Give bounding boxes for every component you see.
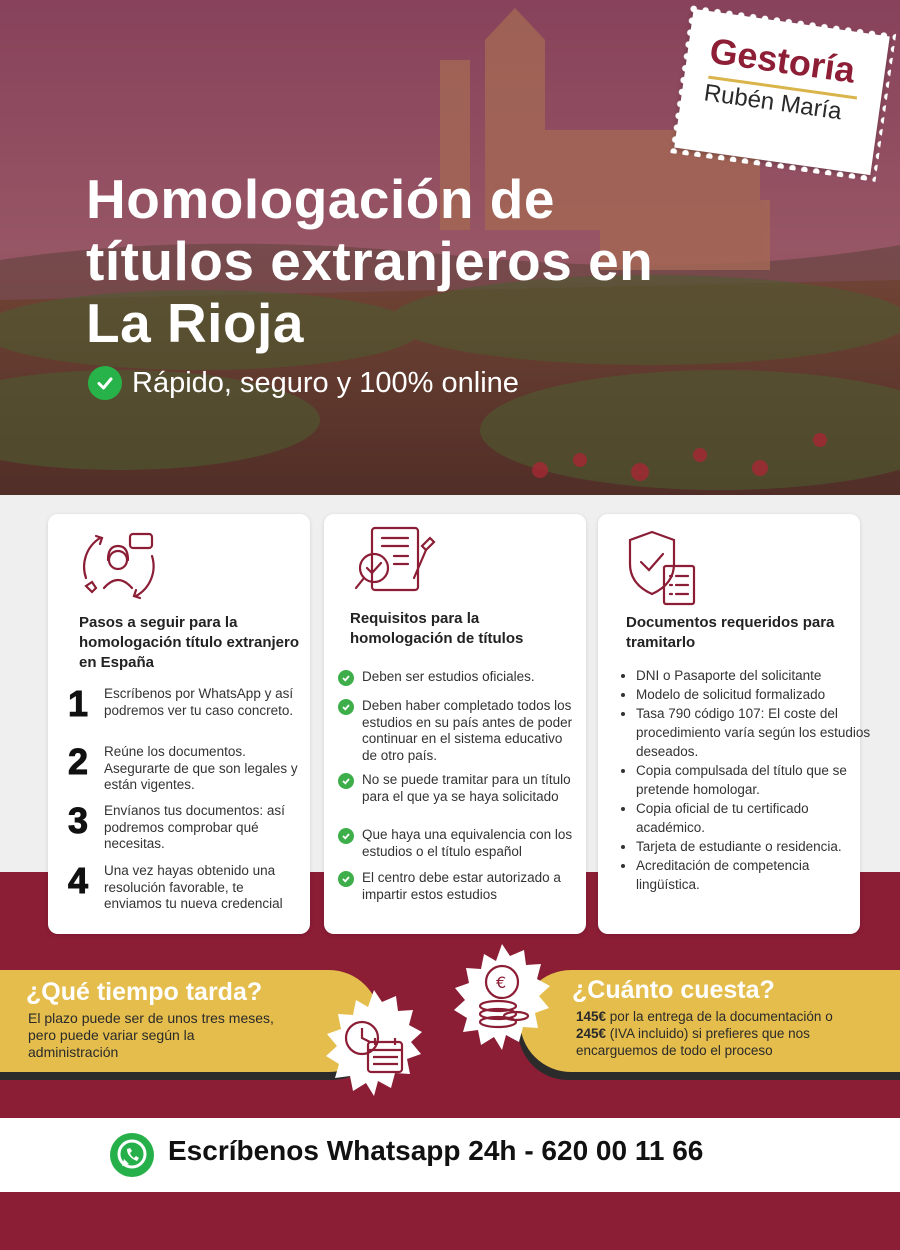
page-title: Homologación de títulos extranjeros en La Rioja [86, 168, 654, 354]
hero-subtitle-text: Rápido, seguro y 100% online [132, 366, 519, 399]
shield-document-icon [626, 528, 698, 606]
step-item [60, 800, 305, 853]
hero-banner [0, 0, 900, 495]
requirement-item [338, 669, 578, 686]
time-title: ¿Qué tiempo tarda? [26, 978, 263, 1006]
check-circle-icon [338, 699, 354, 715]
requirement-item [338, 870, 578, 903]
check-circle-icon [338, 670, 354, 686]
cost-text [576, 1008, 866, 1059]
requirement-text: Deben haber completado todos los estudios en su país antes de poder continuar en el sistema educativo de otro país. [362, 698, 573, 763]
step-item [60, 741, 305, 794]
whatsapp-icon[interactable] [110, 1133, 154, 1177]
step-number: 3 [67, 800, 89, 841]
documents-list [620, 666, 872, 894]
step-number: 4 [67, 860, 89, 901]
requirement-text: No se puede tramitar para un título para el que ya se haya solicitado [362, 772, 571, 804]
check-circle-icon [338, 828, 354, 844]
time-text: El plazo puede ser de unos tres meses, pero puede variar según la administración [28, 1010, 274, 1060]
requirement-text: El centro debe estar autorizado a impartir estos estudios [362, 870, 561, 902]
whatsapp-cta[interactable] [0, 1118, 900, 1192]
step-text: Una vez hayas obtenido una resolución favorable, te enviamos tu nueva credencial [104, 863, 283, 911]
requirement-text: Deben ser estudios oficiales. [362, 669, 535, 684]
calendar-clock-badge [318, 988, 430, 1100]
brand-person: Rubén María [702, 79, 844, 126]
brand-name: Gestoría [707, 29, 858, 91]
svg-text:€: € [496, 973, 507, 992]
step-text: Escríbenos por WhatsApp y así podremos ver tu caso concreto. [104, 686, 294, 718]
documents-card-title: Documentos requeridos para tramitarlo [626, 614, 835, 651]
check-circle-icon [338, 773, 354, 789]
requirements-card [324, 514, 586, 934]
list-item: • Modelo de solicitud formalizado [636, 685, 872, 704]
steps-card [48, 514, 310, 934]
hero-subtitle [88, 366, 519, 400]
euro-coins-badge [446, 942, 558, 1054]
cost-title: ¿Cuánto cuesta? [572, 976, 775, 1004]
requirement-item [338, 827, 578, 860]
cost-text-1: por la entrega de la documentación o [606, 1009, 833, 1024]
step-number: 1 [67, 683, 89, 724]
requirement-item [338, 772, 578, 805]
whatsapp-cta-text[interactable]: Escríbenos Whatsapp 24h - 620 00 11 66 [168, 1135, 704, 1166]
support-agent-icon [78, 526, 158, 606]
cost-text-2: (IVA incluido) si prefieres que nos encarguemos de todo el proceso [576, 1026, 810, 1058]
steps-card-title: Pasos a seguir para la homologación título extranjero en España [79, 614, 300, 671]
list-item: • DNI o Pasaporte del solicitante [636, 666, 872, 685]
documents-card [598, 514, 871, 934]
list-item: • Copia compulsada del título que se pretende homologar. [636, 761, 872, 799]
step-item [60, 683, 305, 724]
requirements-card-title: Requisitos para la homologación de títulos [350, 610, 524, 647]
step-text: Envíanos tus documentos: así podremos comprobar qué necesitas. [104, 803, 285, 851]
check-circle-icon [338, 871, 354, 887]
step-number: 2 [67, 741, 89, 782]
price-full: 245€ [576, 1026, 607, 1041]
requirement-item [338, 698, 578, 764]
requirement-text: Que haya una equivalencia con los estudios o el título español [362, 827, 573, 859]
list-item: • Tarjeta de estudiante o residencia. [636, 837, 872, 856]
cost-pill [520, 970, 900, 1072]
bottom-band [0, 1192, 900, 1250]
document-search-icon [354, 524, 436, 600]
step-text: Reúne los documentos. Asegurarte de que son legales y están vigentes. [104, 744, 298, 792]
list-item: • Copia oficial de tu certificado académico. [636, 799, 872, 837]
step-item [60, 860, 305, 913]
list-item: • Acreditación de competencia lingüística. [636, 856, 872, 894]
price-basic: 145€ [576, 1009, 607, 1024]
check-circle-icon [88, 366, 122, 400]
brand-logo [674, 9, 890, 175]
list-item: • Tasa 790 código 107: El coste del procedimiento varía según los estudios deseados. [636, 704, 872, 761]
